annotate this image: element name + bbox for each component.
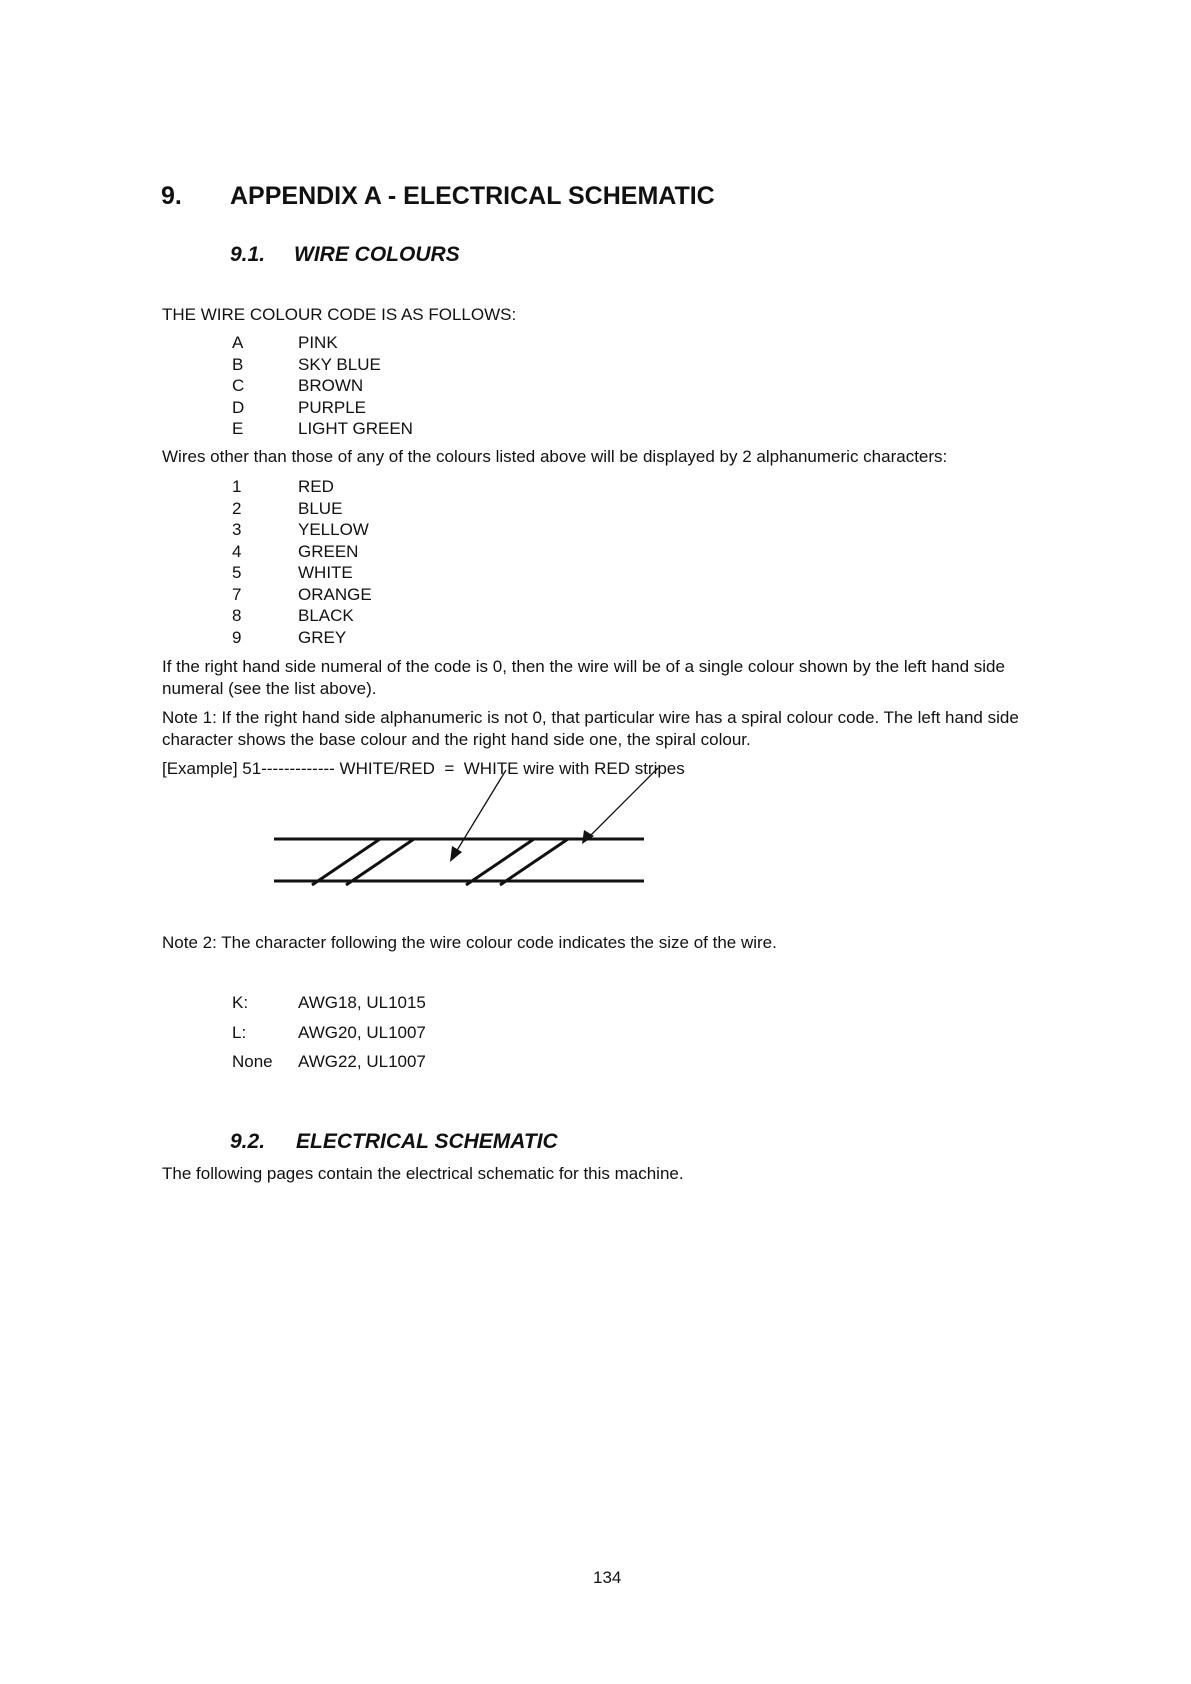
code-key: D xyxy=(232,397,245,417)
section-1-title: WIRE COLOURS xyxy=(294,243,460,266)
code-row xyxy=(232,585,532,606)
code-key: None xyxy=(232,1052,273,1071)
stripe-1 xyxy=(312,839,380,885)
code-key: 8 xyxy=(232,606,242,625)
section-2-number: 9.2. xyxy=(230,1130,266,1153)
code-row xyxy=(232,1052,532,1073)
section-2-title: ELECTRICAL SCHEMATIC xyxy=(296,1130,558,1153)
code-value: BLUE xyxy=(298,498,343,518)
code-value: LIGHT GREEN xyxy=(298,419,413,438)
page-title: APPENDIX A - ELECTRICAL SCHEMATIC xyxy=(230,182,715,210)
code-value: PINK xyxy=(298,333,338,352)
page-number: 134 xyxy=(593,1568,622,1587)
code-value: AWG20, UL1007 xyxy=(298,1022,426,1042)
arrow-line-right xyxy=(590,768,658,836)
code-key: 9 xyxy=(232,627,242,647)
code-key: 7 xyxy=(232,584,242,604)
section-1-number: 9.1. xyxy=(230,243,266,266)
wire-stripe-diagram xyxy=(270,758,670,898)
code-key: 1 xyxy=(232,477,242,496)
code-value: PURPLE xyxy=(298,397,367,417)
code-row xyxy=(232,1023,532,1044)
single-colour-text: If the right hand side numeral of the code is 0, then the wire will be of a single colour shown by the left hand side numeral (see the list above). xyxy=(162,657,1005,698)
code-row xyxy=(232,520,532,541)
code-row xyxy=(232,333,532,354)
arrow-head-right xyxy=(582,830,594,844)
code-row xyxy=(232,628,532,649)
code-value: RED xyxy=(298,477,334,496)
code-row xyxy=(232,419,532,440)
code-value: WHITE xyxy=(298,563,353,582)
code-key: 3 xyxy=(232,520,242,539)
arrow-head-left xyxy=(450,846,462,862)
code-key: C xyxy=(232,376,245,395)
code-row xyxy=(232,993,532,1014)
code-row xyxy=(232,499,532,520)
note-1-text: Note 1: If the right hand side alphanumeric is not 0, that particular wire has a spiral colour code. The left hand side character shows the base colour and the right hand side one, the spiral colour. xyxy=(162,708,1019,749)
code-row xyxy=(232,563,532,584)
heading-number: 9. xyxy=(161,182,182,210)
code-row xyxy=(232,477,532,498)
code-value: GREY xyxy=(298,627,347,647)
code-row xyxy=(232,376,532,397)
code-value: GREEN xyxy=(298,541,359,561)
code-value: YELLOW xyxy=(298,520,369,539)
stripe-2 xyxy=(346,839,414,885)
code-row xyxy=(232,542,532,563)
stripe-4 xyxy=(500,839,568,885)
code-key: L: xyxy=(232,1022,247,1042)
code-key: B xyxy=(232,354,244,374)
schematic-text: The following pages contain the electrical schematic for this machine. xyxy=(162,1164,684,1183)
stripe-3 xyxy=(466,839,534,885)
code-key: E xyxy=(232,419,244,438)
code-row xyxy=(232,355,532,376)
code-key: A xyxy=(232,333,244,352)
code-key: K: xyxy=(232,993,249,1012)
code-key: 2 xyxy=(232,498,242,518)
code-row xyxy=(232,606,532,627)
example-text: [Example] 51------------- WHITE/RED = WHITE wire with RED stripes xyxy=(162,759,685,778)
code-value: BROWN xyxy=(298,376,364,395)
code-key: 4 xyxy=(232,541,242,561)
note-2-text: Note 2: The character following the wire colour code indicates the size of the wire. xyxy=(162,933,777,952)
code-row xyxy=(232,398,532,419)
code-value: AWG18, UL1015 xyxy=(298,993,426,1012)
other-wires-text: Wires other than those of any of the colours listed above will be displayed by 2 alphanumeric characters: xyxy=(162,447,948,466)
intro-text: THE WIRE COLOUR CODE IS AS FOLLOWS: xyxy=(162,305,517,324)
code-value: BLACK xyxy=(298,606,354,625)
code-key: 5 xyxy=(232,563,242,582)
code-value: SKY BLUE xyxy=(298,354,381,374)
code-value: AWG22, UL1007 xyxy=(298,1052,426,1071)
code-value: ORANGE xyxy=(298,584,372,604)
